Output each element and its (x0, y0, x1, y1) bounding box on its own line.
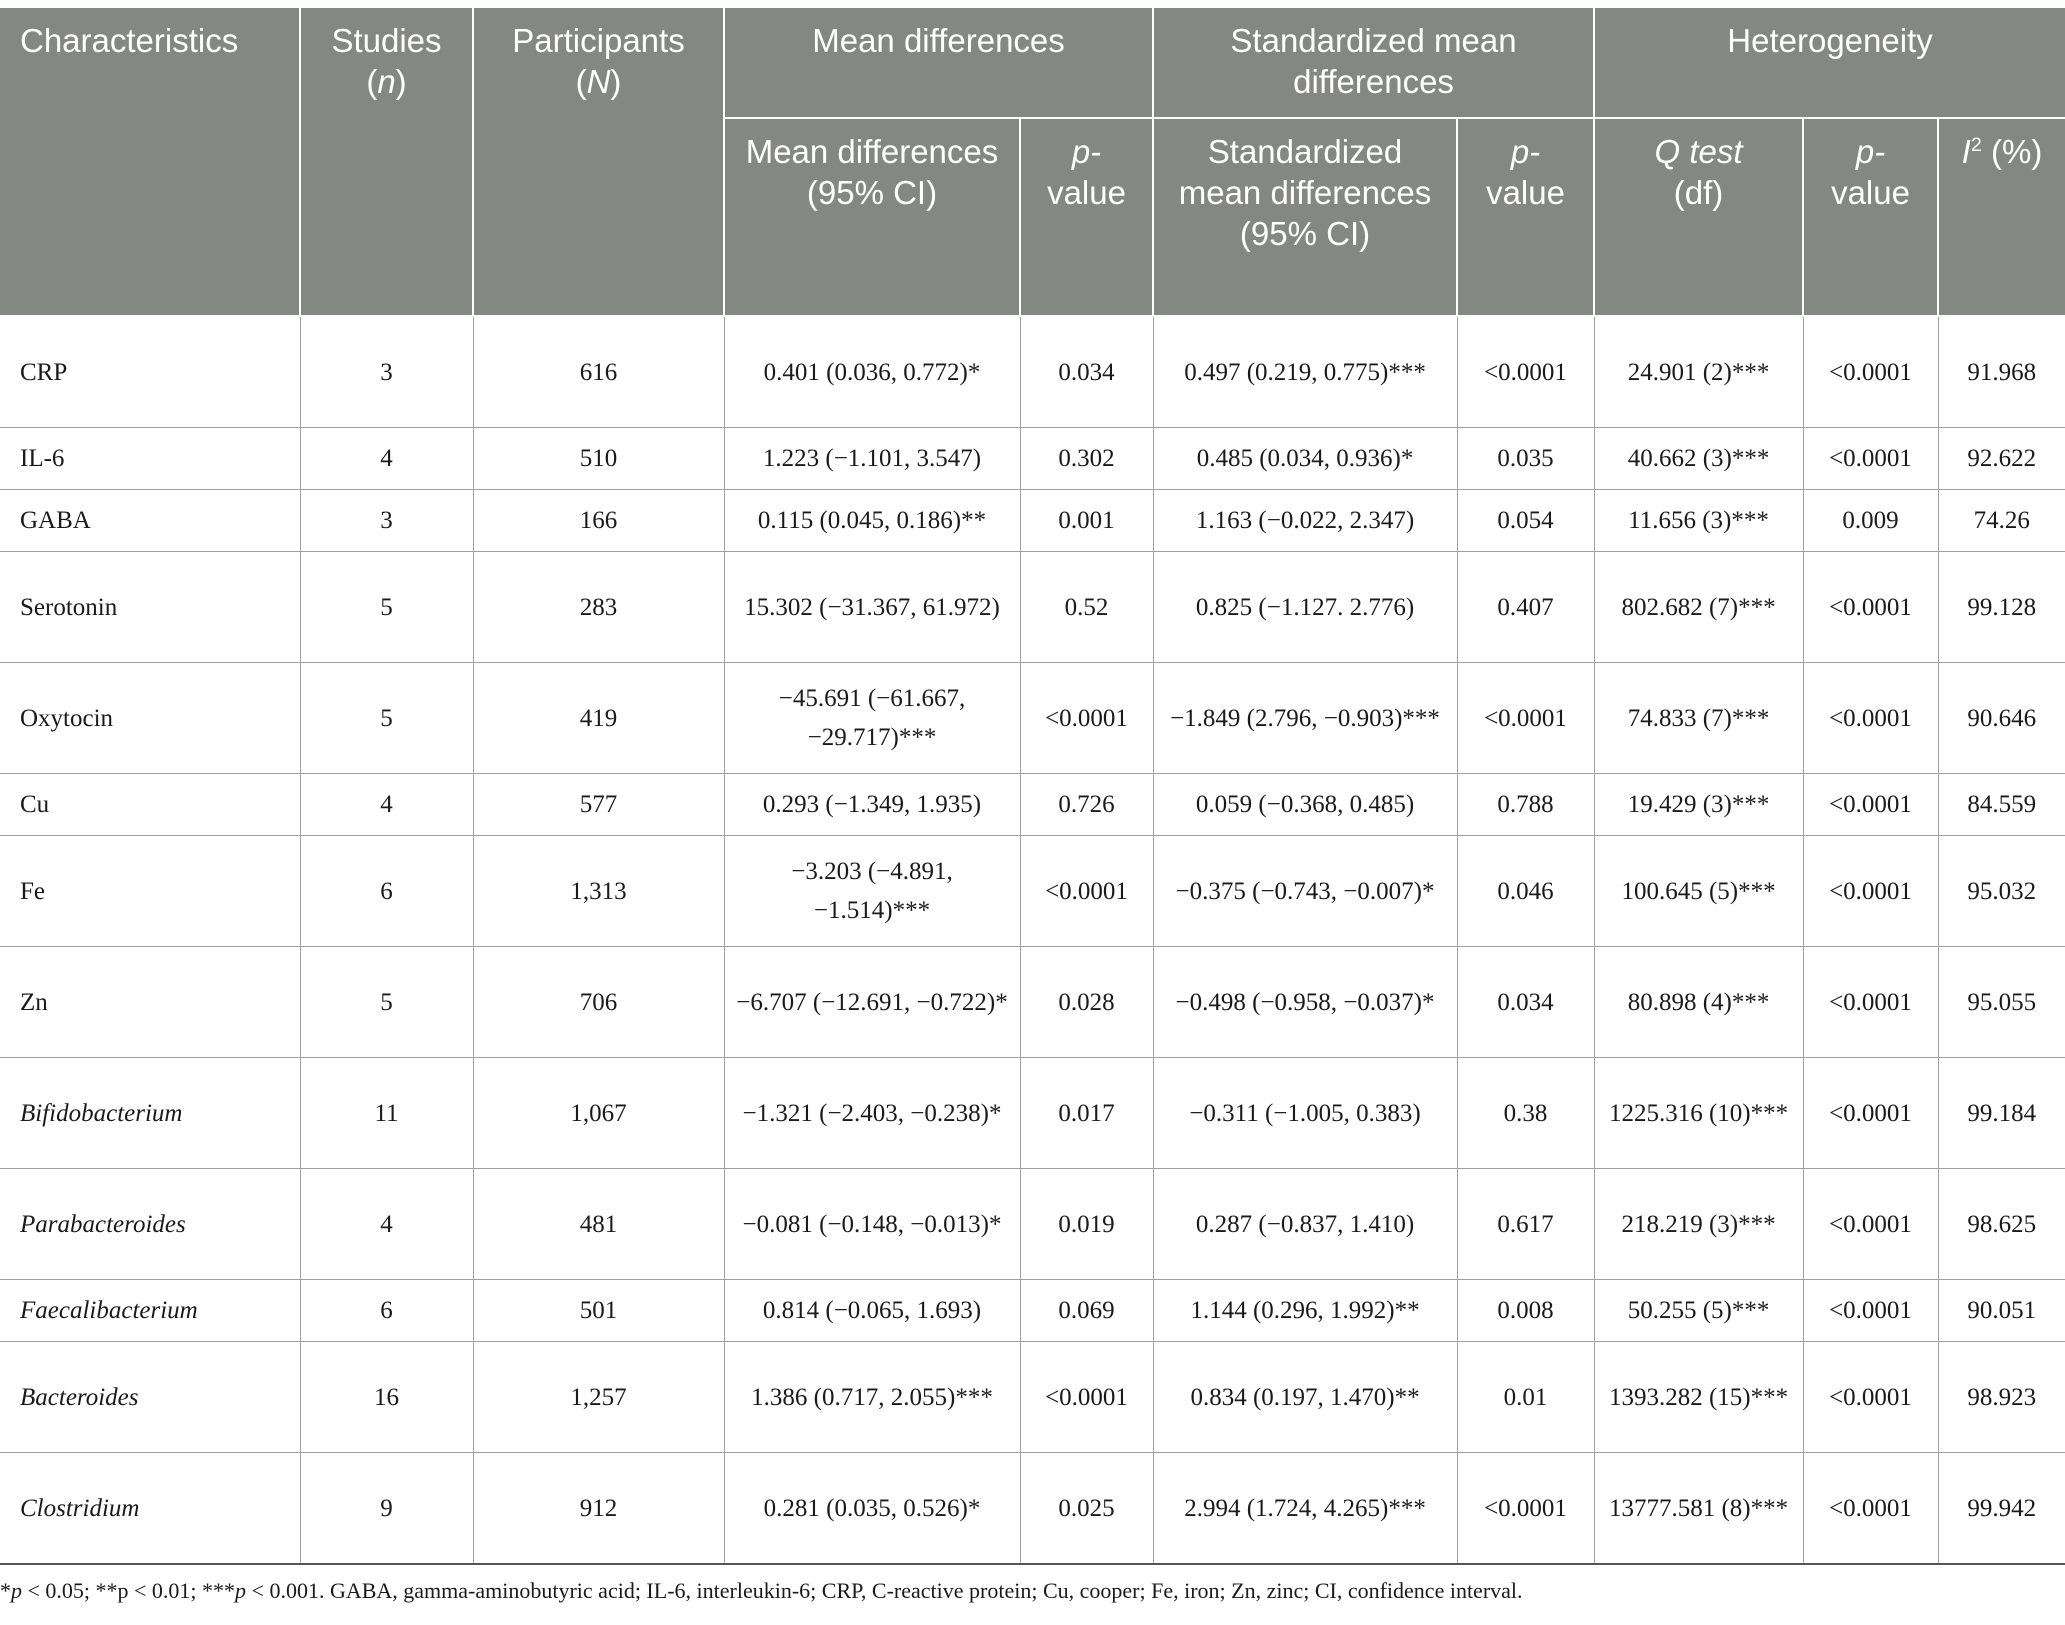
cell-i2: 91.968 (1938, 316, 2065, 428)
table-wrapper (0, 8, 2065, 1565)
cell-characteristic: Oxytocin (0, 663, 300, 774)
cell-studies: 16 (300, 1342, 473, 1453)
cell-characteristic: Serotonin (0, 552, 300, 663)
cell-md-p-value: 0.025 (1020, 1453, 1153, 1565)
cell-md-p-value: 0.028 (1020, 947, 1153, 1058)
cell-het-p-value: <0.0001 (1803, 836, 1938, 947)
cell-characteristic: Clostridium (0, 1453, 300, 1565)
header-participants: Participants (N) (473, 8, 724, 316)
table-row (0, 1169, 2065, 1280)
meta-analysis-table (0, 8, 2065, 1565)
cell-i2: 92.622 (1938, 428, 2065, 490)
cell-het-p-value: <0.0001 (1803, 1453, 1938, 1565)
cell-participants: 1,313 (473, 836, 724, 947)
cell-md-p-value: <0.0001 (1020, 1342, 1153, 1453)
cell-q-test: 13777.581 (8)*** (1594, 1453, 1803, 1565)
cell-characteristic: Fe (0, 836, 300, 947)
cell-smd: 2.994 (1.724, 4.265)*** (1153, 1453, 1457, 1565)
cell-md-p-value: 0.019 (1020, 1169, 1153, 1280)
cell-md-p-value: <0.0001 (1020, 663, 1153, 774)
cell-mean-difference: −45.691 (−61.667, −29.717)*** (724, 663, 1020, 774)
header-studies-label: Studies (331, 22, 442, 59)
header-md-p-value: value (1047, 174, 1126, 211)
cell-studies: 6 (300, 836, 473, 947)
table-row (0, 552, 2065, 663)
cell-q-test: 218.219 (3)*** (1594, 1169, 1803, 1280)
cell-studies: 4 (300, 1169, 473, 1280)
table-row (0, 1058, 2065, 1169)
footnote-p1: p (11, 1578, 22, 1603)
cell-mean-difference: 0.293 (−1.349, 1.935) (724, 774, 1020, 836)
cell-md-p-value: 0.034 (1020, 316, 1153, 428)
cell-characteristic: Bacteroides (0, 1342, 300, 1453)
header-characteristics: Characteristics (0, 8, 300, 316)
cell-md-p-value: 0.017 (1020, 1058, 1153, 1169)
header-smd-p-value: value (1486, 174, 1565, 211)
table-row (0, 663, 2065, 774)
cell-smd-p-value: 0.407 (1457, 552, 1594, 663)
cell-characteristic: Cu (0, 774, 300, 836)
header-q-test (1594, 118, 1803, 316)
cell-participants: 501 (473, 1280, 724, 1342)
cell-smd-p-value: 0.035 (1457, 428, 1594, 490)
cell-het-p-value: <0.0001 (1803, 1058, 1938, 1169)
cell-studies: 5 (300, 552, 473, 663)
cell-het-p-value: <0.0001 (1803, 947, 1938, 1058)
cell-mean-difference: −0.081 (−0.148, −0.013)* (724, 1169, 1020, 1280)
cell-smd-p-value: 0.788 (1457, 774, 1594, 836)
cell-q-test: 80.898 (4)*** (1594, 947, 1803, 1058)
header-heterogeneity: Heterogeneity (1594, 8, 2065, 118)
cell-i2: 99.942 (1938, 1453, 2065, 1565)
cell-smd: 0.059 (−0.368, 0.485) (1153, 774, 1457, 836)
cell-q-test: 40.662 (3)*** (1594, 428, 1803, 490)
cell-mean-difference: 0.281 (0.035, 0.526)* (724, 1453, 1020, 1565)
cell-i2: 99.184 (1938, 1058, 2065, 1169)
cell-characteristic: CRP (0, 316, 300, 428)
cell-studies: 3 (300, 490, 473, 552)
cell-mean-difference: −1.321 (−2.403, −0.238)* (724, 1058, 1020, 1169)
cell-q-test: 19.429 (3)*** (1594, 774, 1803, 836)
table-row (0, 774, 2065, 836)
cell-participants: 166 (473, 490, 724, 552)
cell-i2: 98.625 (1938, 1169, 2065, 1280)
cell-smd-p-value: 0.008 (1457, 1280, 1594, 1342)
cell-studies: 5 (300, 663, 473, 774)
cell-studies: 6 (300, 1280, 473, 1342)
cell-studies: 9 (300, 1453, 473, 1565)
header-participants-label: Participants (512, 22, 685, 59)
cell-participants: 481 (473, 1169, 724, 1280)
cell-participants: 912 (473, 1453, 724, 1565)
cell-het-p-value: 0.009 (1803, 490, 1938, 552)
cell-smd-p-value: 0.617 (1457, 1169, 1594, 1280)
table-row (0, 1342, 2065, 1453)
header-mean-differences: Mean differences (724, 8, 1153, 118)
header-md-p (1020, 118, 1153, 316)
cell-studies: 4 (300, 428, 473, 490)
cell-characteristic: Bifidobacterium (0, 1058, 300, 1169)
cell-mean-difference: −3.203 (−4.891, −1.514)*** (724, 836, 1020, 947)
cell-het-p-value: <0.0001 (1803, 1280, 1938, 1342)
cell-smd: 1.163 (−0.022, 2.347) (1153, 490, 1457, 552)
cell-smd: 0.497 (0.219, 0.775)*** (1153, 316, 1457, 428)
header-i2 (1938, 118, 2065, 316)
cell-participants: 616 (473, 316, 724, 428)
header-i2-sup: 2 (1970, 134, 1982, 156)
cell-het-p-value: <0.0001 (1803, 316, 1938, 428)
table-row (0, 490, 2065, 552)
table-row (0, 947, 2065, 1058)
header-q-test-df: (df) (1673, 174, 1724, 211)
cell-participants: 577 (473, 774, 724, 836)
cell-characteristic: GABA (0, 490, 300, 552)
cell-smd-p-value: <0.0001 (1457, 663, 1594, 774)
cell-smd-p-value: 0.38 (1457, 1058, 1594, 1169)
cell-participants: 1,067 (473, 1058, 724, 1169)
cell-het-p-value: <0.0001 (1803, 774, 1938, 836)
cell-participants: 419 (473, 663, 724, 774)
header-md-ci: Mean differences (95% CI) (724, 118, 1020, 316)
cell-smd: −0.311 (−1.005, 0.383) (1153, 1058, 1457, 1169)
header-participants-n: N (586, 63, 611, 100)
header-studies: Studies (n) (300, 8, 473, 316)
cell-mean-difference: 0.115 (0.045, 0.186)** (724, 490, 1020, 552)
header-smd-p-label: p- (1510, 133, 1541, 170)
cell-smd-p-value: 0.054 (1457, 490, 1594, 552)
header-smd-p (1457, 118, 1594, 316)
cell-q-test: 1225.316 (10)*** (1594, 1058, 1803, 1169)
cell-smd: 0.287 (−0.837, 1.410) (1153, 1169, 1457, 1280)
header-het-p-value: value (1831, 174, 1910, 211)
cell-smd: 0.825 (−1.127. 2.776) (1153, 552, 1457, 663)
cell-het-p-value: <0.0001 (1803, 663, 1938, 774)
cell-het-p-value: <0.0001 (1803, 1169, 1938, 1280)
footnote-p3: p (235, 1578, 247, 1603)
cell-q-test: 802.682 (7)*** (1594, 552, 1803, 663)
table-row (0, 428, 2065, 490)
footnote-text-2: < 0.001. GABA, gamma-aminobutyric acid; IL-6, interleukin-6; CRP, C-reactive protein; Cu, cooper; Fe, iron; Zn, zinc; CI, confidence interval. (246, 1578, 1523, 1603)
cell-i2: 74.26 (1938, 490, 2065, 552)
cell-het-p-value: <0.0001 (1803, 552, 1938, 663)
cell-smd: −0.498 (−0.958, −0.037)* (1153, 947, 1457, 1058)
header-i2-label: I (1961, 133, 1971, 170)
cell-mean-difference: 1.223 (−1.101, 3.547) (724, 428, 1020, 490)
table-row (0, 836, 2065, 947)
header-md-p-label: p- (1071, 133, 1102, 170)
cell-mean-difference: −6.707 (−12.691, −0.722)* (724, 947, 1020, 1058)
header-i2-pct: (%) (1981, 133, 2043, 170)
header-het-p (1803, 118, 1938, 316)
cell-q-test: 24.901 (2)*** (1594, 316, 1803, 428)
header-smd: Standardized mean differences (1153, 8, 1594, 118)
cell-smd: 0.834 (0.197, 1.470)** (1153, 1342, 1457, 1453)
cell-i2: 98.923 (1938, 1342, 2065, 1453)
cell-i2: 90.646 (1938, 663, 2065, 774)
header-het-p-label: p- (1855, 133, 1886, 170)
footnote-star: * (0, 1578, 11, 1603)
cell-i2: 90.051 (1938, 1280, 2065, 1342)
cell-smd: 1.144 (0.296, 1.992)** (1153, 1280, 1457, 1342)
cell-i2: 84.559 (1938, 774, 2065, 836)
cell-participants: 283 (473, 552, 724, 663)
cell-participants: 706 (473, 947, 724, 1058)
cell-characteristic: Zn (0, 947, 300, 1058)
cell-participants: 1,257 (473, 1342, 724, 1453)
cell-smd-p-value: 0.034 (1457, 947, 1594, 1058)
cell-smd: 0.485 (0.034, 0.936)* (1153, 428, 1457, 490)
cell-mean-difference: 1.386 (0.717, 2.055)*** (724, 1342, 1020, 1453)
cell-smd-p-value: <0.0001 (1457, 1453, 1594, 1565)
cell-smd-p-value: <0.0001 (1457, 316, 1594, 428)
cell-smd-p-value: 0.01 (1457, 1342, 1594, 1453)
cell-q-test: 74.833 (7)*** (1594, 663, 1803, 774)
footnote-text-1: < 0.05; **p < 0.01; *** (22, 1578, 236, 1603)
cell-het-p-value: <0.0001 (1803, 428, 1938, 490)
cell-md-p-value: 0.069 (1020, 1280, 1153, 1342)
table-footnote (0, 1578, 2065, 1604)
cell-q-test: 11.656 (3)*** (1594, 490, 1803, 552)
cell-mean-difference: 15.302 (−31.367, 61.972) (724, 552, 1020, 663)
cell-characteristic: Faecalibacterium (0, 1280, 300, 1342)
cell-studies: 3 (300, 316, 473, 428)
cell-md-p-value: 0.52 (1020, 552, 1153, 663)
cell-studies: 11 (300, 1058, 473, 1169)
cell-smd: −0.375 (−0.743, −0.007)* (1153, 836, 1457, 947)
cell-smd: −1.849 (2.796, −0.903)*** (1153, 663, 1457, 774)
table-row (0, 1280, 2065, 1342)
cell-md-p-value: 0.302 (1020, 428, 1153, 490)
cell-mean-difference: 0.401 (0.036, 0.772)* (724, 316, 1020, 428)
header-smd-ci: Standardized mean differences (95% CI) (1153, 118, 1457, 316)
table-body (0, 316, 2065, 1564)
cell-q-test: 50.255 (5)*** (1594, 1280, 1803, 1342)
cell-i2: 99.128 (1938, 552, 2065, 663)
header-q-test-label: Q test (1654, 133, 1743, 170)
cell-i2: 95.055 (1938, 947, 2065, 1058)
cell-md-p-value: 0.001 (1020, 490, 1153, 552)
cell-studies: 4 (300, 774, 473, 836)
cell-smd-p-value: 0.046 (1457, 836, 1594, 947)
header-studies-n: n (377, 63, 396, 100)
cell-het-p-value: <0.0001 (1803, 1342, 1938, 1453)
cell-i2: 95.032 (1938, 836, 2065, 947)
cell-participants: 510 (473, 428, 724, 490)
cell-q-test: 100.645 (5)*** (1594, 836, 1803, 947)
table-row (0, 316, 2065, 428)
table-header (0, 8, 2065, 316)
cell-md-p-value: <0.0001 (1020, 836, 1153, 947)
cell-studies: 5 (300, 947, 473, 1058)
cell-q-test: 1393.282 (15)*** (1594, 1342, 1803, 1453)
cell-md-p-value: 0.726 (1020, 774, 1153, 836)
cell-mean-difference: 0.814 (−0.065, 1.693) (724, 1280, 1020, 1342)
cell-characteristic: Parabacteroides (0, 1169, 300, 1280)
cell-characteristic: IL-6 (0, 428, 300, 490)
table-row (0, 1453, 2065, 1565)
